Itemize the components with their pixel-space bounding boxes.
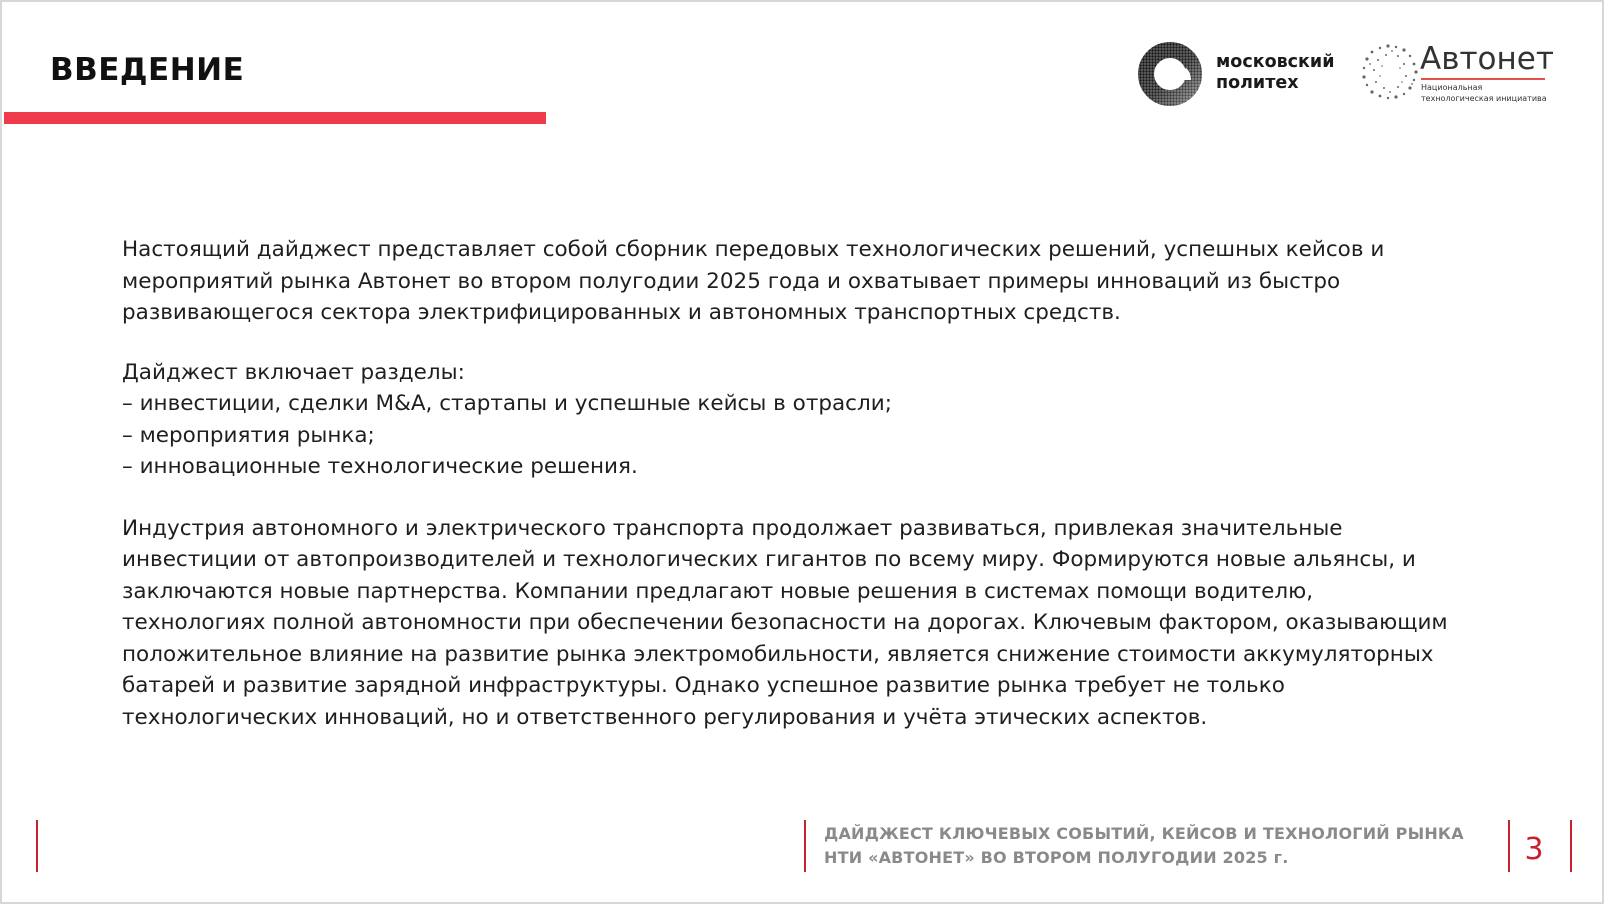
- industry-paragraph: Индустрия автономного и электрического транспорта продолжает развиваться, привлекая значительные инвестиции от автопроизводителей и технологических гигантов по всему миру. Формируются новые альянсы, и заключаются новые партнерства. Компании предлагают новые решения в системах помощи водителю, технологиях полной автономности при обеспечении безопасности на дорогах. Ключевым фактором, оказывающим положительное влияние на развитие рынка электромобильности, является снижение стоимости аккумуляторных батарей и развитие зарядной инфраструктуры. Однако успешное развитие рынка требует не только технологических инноваций, но и ответственного регулирования и учёта этических аспектов.: [122, 515, 1448, 730]
- page-number: 3: [1524, 832, 1544, 867]
- footer-line2: НТИ «АВТОНЕТ» ВО ВТОРОМ ПОЛУГОДИИ 2025 г.: [824, 848, 1289, 867]
- avtonet-dots-icon: [1358, 40, 1422, 104]
- avtonet-wordmark: Автонет: [1420, 41, 1554, 77]
- polytech-ring-icon: [1136, 40, 1204, 108]
- intro-paragraph: Настоящий дайджест представляет собой сборник передовых технологических решений, успешных кейсов и мероприятий рынка Автонет во втором полугодии 2025 года и охватывает примеры инноваций из быстро развивающегося сектора электрифицированных и автономных транспортных средств.: [122, 237, 1385, 325]
- avtonet-logo: [1358, 40, 1558, 106]
- page-number-right-divider: [1570, 820, 1572, 872]
- footer-text-divider: [804, 820, 806, 872]
- polytech-logo: [1136, 40, 1346, 108]
- list-item: – мероприятия рынка;: [122, 422, 375, 448]
- list-item: – инвестиции, сделки M&A, стартапы и успешные кейсы в отрасли;: [122, 391, 892, 416]
- title-accent-bar: [4, 112, 546, 124]
- footer-line1: ДАЙДЖЕСТ КЛЮЧЕВЫХ СОБЫТИЙ, КЕЙСОВ И ТЕХНОЛОГИЙ РЫНКА: [824, 824, 1464, 843]
- polytech-line2: политех: [1216, 73, 1299, 93]
- page-number-left-divider: [1508, 820, 1510, 872]
- avtonet-subtitle: Национальная технологическая инициатива: [1421, 83, 1547, 103]
- main-content: [122, 234, 1462, 733]
- avtonet-underline: [1421, 78, 1545, 80]
- footer-caption: [824, 822, 1464, 870]
- list-item: – инновационные технологические решения.: [122, 454, 638, 479]
- footer-left-divider: [36, 820, 38, 872]
- polytech-wordmark: [1216, 52, 1334, 94]
- polytech-line1: московский: [1216, 52, 1335, 72]
- sections-heading: Дайджест включает разделы:: [122, 359, 465, 385]
- sections-list: [122, 357, 1462, 483]
- page-title: ВВЕДЕНИЕ: [50, 52, 245, 88]
